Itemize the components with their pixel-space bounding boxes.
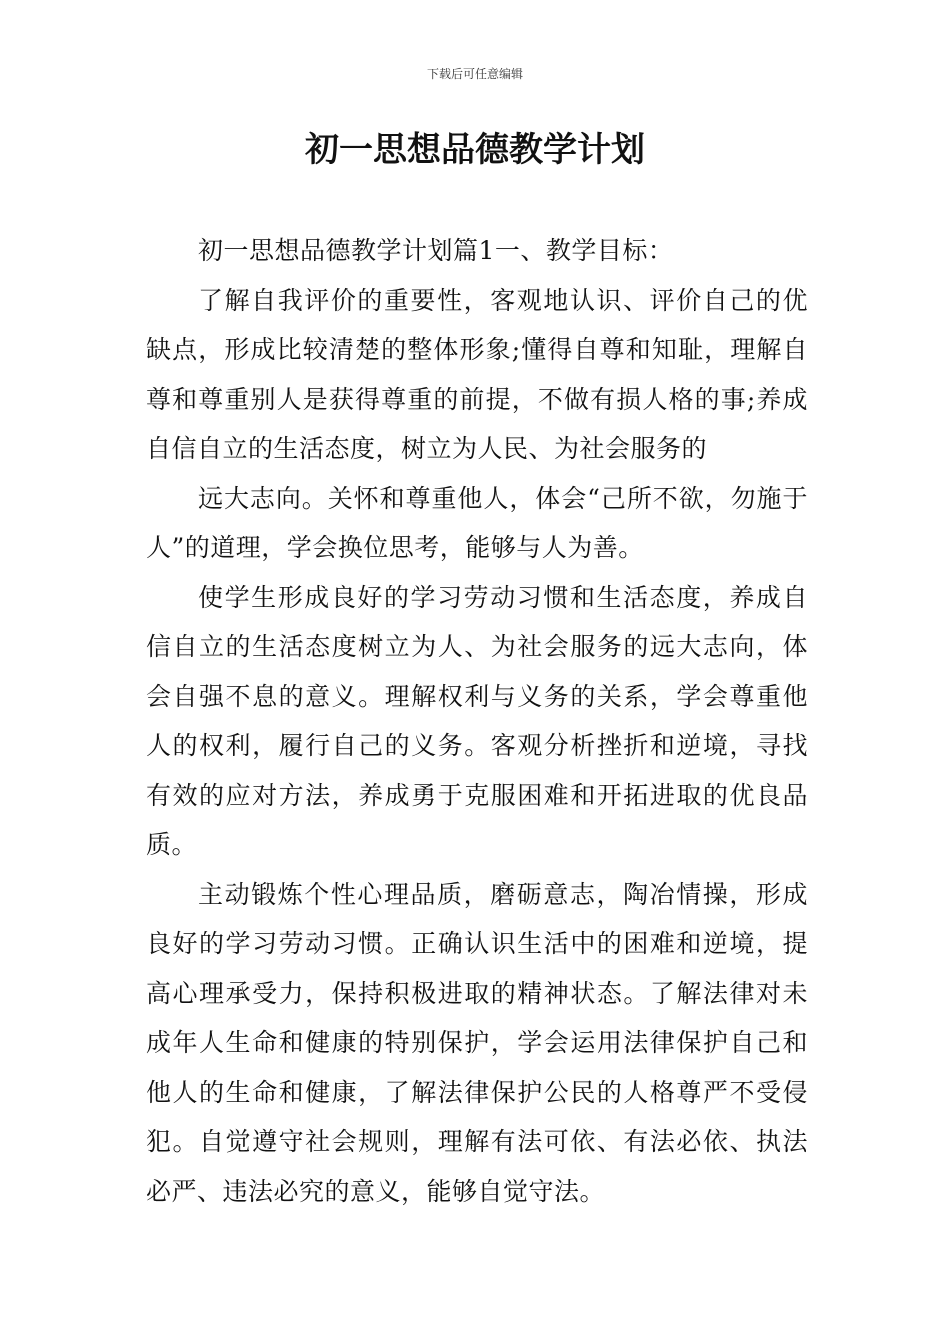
document-title: 初一思想品德教学计划	[305, 130, 645, 170]
document-body	[146, 226, 808, 1216]
paragraph-habits-attitude: 使学生形成良好的学习劳动习惯和生活态度，养成自信自立的生活态度树立为人、为社会服务的远大志向，体会自强不息的意义。理解权利与义务的关系，学会尊重他人的权利，履行自己的义务。客观分析挫折和逆境，寻找有效的应对方法，养成勇于克服困难和开拓进取的优良品质。	[146, 582, 808, 859]
paragraph-intro: 初一思想品德教学计划篇1一、教学目标：	[198, 236, 674, 265]
paragraph-self-evaluation: 了解自我评价的重要性，客观地认识、评价自己的优缺点，形成比较清楚的整体形象;懂得自尊和知耻，理解自尊和尊重别人是获得尊重的前提，不做有损人格的事;养成自信自立的生活态度，树立为人民、为社会服务的	[146, 285, 808, 463]
header-note: 下载后可任意编辑	[426, 67, 523, 81]
paragraph-respect-others: 远大志向。关怀和尊重他人，体会“己所不欲，勿施于人”的道理，学会换位思考，能够与人为善。	[146, 483, 808, 562]
paragraph-psychology-law: 主动锻炼个性心理品质，磨砺意志，陶冶情操，形成良好的学习劳动习惯。正确认识生活中的困难和逆境，提高心理承受力，保持积极进取的精神状态。了解法律对未成年人生命和健康的特别保护，学会运用法律保护自己和他人的生命和健康，了解法律保护公民的人格尊严不受侵犯。自觉遵守社会规则，理解有法可依、有法必依、执法必严、违法必究的意义，能够自觉守法。	[146, 879, 808, 1206]
